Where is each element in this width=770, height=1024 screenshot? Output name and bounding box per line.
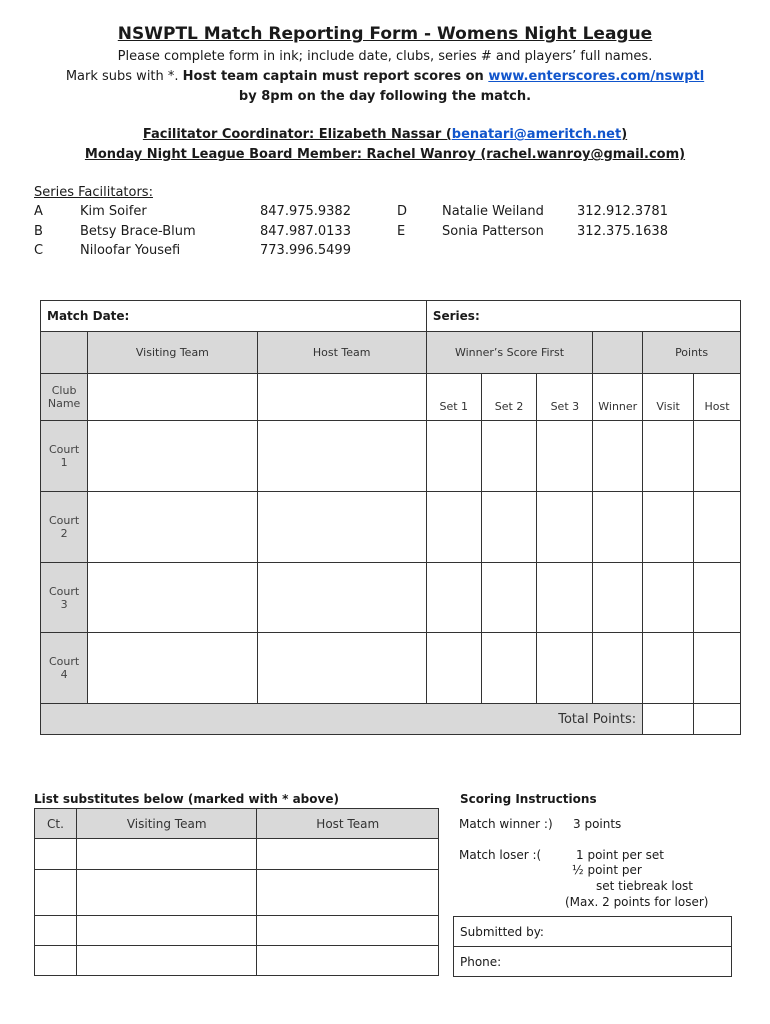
winner-input[interactable] <box>593 563 643 633</box>
host-points-header: Host <box>694 374 741 421</box>
subs-heading: List substitutes below (marked with * above) <box>34 792 339 806</box>
coordinator-email-link[interactable]: benatari@ameritch.net <box>451 127 622 142</box>
sub-row <box>35 916 439 946</box>
sub-visiting-input[interactable] <box>76 946 257 976</box>
series-letter: D <box>397 204 408 219</box>
phone-label: Phone: <box>460 954 502 969</box>
ct-header: Ct. <box>35 809 77 839</box>
coordinator-line <box>0 127 770 142</box>
instructions-line-3: by 8pm on the day following the match. <box>238 89 532 104</box>
report-note: Host team captain must report scores on <box>182 69 489 84</box>
subs-table <box>34 808 439 976</box>
visit-points-input[interactable] <box>643 492 694 563</box>
set3-header: Set 3 <box>537 374 593 421</box>
visiting-players-input[interactable] <box>88 563 257 633</box>
host-players-input[interactable] <box>257 633 426 704</box>
facilitator-name: Kim Soifer <box>80 204 147 219</box>
winner-input[interactable] <box>593 633 643 704</box>
submitted-by-label: Submitted by: <box>460 924 544 939</box>
total-host-points-input[interactable] <box>694 704 741 735</box>
visit-points-input[interactable] <box>643 633 694 704</box>
loser-rule-1: 1 point per set <box>576 848 664 862</box>
winners-score-header: Winner’s Score First <box>426 332 592 374</box>
series-letter: E <box>397 224 406 239</box>
facilitator-phone: 847.975.9382 <box>260 204 351 219</box>
ct-input[interactable] <box>35 839 77 870</box>
facilitator-name: Betsy Brace-Blum <box>80 224 196 239</box>
host-points-input[interactable] <box>694 563 741 633</box>
total-points-label: Total Points: <box>41 704 643 735</box>
set2-header: Set 2 <box>481 374 537 421</box>
board-member-line: Monday Night League Board Member: Rachel Wanroy (rachel.wanroy@gmail.com) <box>84 147 686 162</box>
subs-visiting-header: Visiting Team <box>76 809 257 839</box>
visiting-players-input[interactable] <box>88 633 257 704</box>
visiting-club-input[interactable] <box>88 374 257 421</box>
sub-visiting-input[interactable] <box>76 870 257 916</box>
host-players-input[interactable] <box>257 492 426 563</box>
facilitator-name: Natalie Weiland <box>442 204 544 219</box>
host-club-input[interactable] <box>257 374 426 421</box>
sub-host-input[interactable] <box>257 916 439 946</box>
series-letter: B <box>34 224 43 239</box>
host-players-input[interactable] <box>257 421 426 492</box>
visit-points-input[interactable] <box>643 421 694 492</box>
instructions-line-1: Please complete form in ink; include date, clubs, series # and players’ full names. <box>117 49 653 64</box>
series-letter: A <box>34 204 43 219</box>
coordinator-close: ) <box>621 127 628 142</box>
sub-host-input[interactable] <box>257 870 439 916</box>
host-team-header: Host Team <box>257 332 426 374</box>
loser-rule-3: set tiebreak lost <box>596 879 693 893</box>
set3-input[interactable] <box>537 421 593 492</box>
sub-host-input[interactable] <box>257 839 439 870</box>
visiting-players-input[interactable] <box>88 492 257 563</box>
court-label: Court 1 <box>41 421 88 492</box>
facilitator-phone: 773.996.5499 <box>260 243 351 258</box>
visit-points-input[interactable] <box>643 563 694 633</box>
set3-input[interactable] <box>537 563 593 633</box>
set1-input[interactable] <box>426 421 481 492</box>
set1-input[interactable] <box>426 633 481 704</box>
match-date-cell[interactable] <box>41 301 427 332</box>
set1-input[interactable] <box>426 492 481 563</box>
enterscores-link[interactable]: www.enterscores.com/nswptl <box>488 69 705 84</box>
form-title: NSWPTL Match Reporting Form - Womens Night League <box>117 24 653 44</box>
host-points-input[interactable] <box>694 492 741 563</box>
loser-rule-4: (Max. 2 points for loser) <box>565 895 709 909</box>
header-empty <box>41 332 88 374</box>
sub-row <box>35 870 439 916</box>
sub-host-input[interactable] <box>257 946 439 976</box>
subs-note: Mark subs with *. <box>65 69 183 84</box>
series-cell[interactable] <box>426 301 740 332</box>
set2-input[interactable] <box>481 563 537 633</box>
club-name-label: Club Name <box>41 374 88 421</box>
host-points-input[interactable] <box>694 633 741 704</box>
set1-header: Set 1 <box>426 374 481 421</box>
visiting-team-header: Visiting Team <box>88 332 257 374</box>
set2-input[interactable] <box>481 492 537 563</box>
phone-field[interactable] <box>454 947 732 977</box>
court-label: Court 4 <box>41 633 88 704</box>
series-label: Series: <box>432 309 480 323</box>
match-table <box>40 300 741 735</box>
match-date-label: Match Date: <box>47 309 130 323</box>
winner-header: Winner <box>593 374 643 421</box>
scoring-heading: Scoring Instructions <box>460 792 597 806</box>
court-row <box>41 633 741 704</box>
set3-input[interactable] <box>537 633 593 704</box>
winner-label: Match winner :) <box>459 817 553 831</box>
visiting-players-input[interactable] <box>88 421 257 492</box>
submitted-by-field[interactable] <box>454 917 732 947</box>
coordinator-label: Facilitator Coordinator: Elizabeth Nassar ( <box>142 127 452 142</box>
header-empty <box>593 332 643 374</box>
instructions-line-2 <box>0 69 770 84</box>
sub-row <box>35 946 439 976</box>
host-points-input[interactable] <box>694 421 741 492</box>
court-label: Court 3 <box>41 563 88 633</box>
sub-row <box>35 839 439 870</box>
ct-input[interactable] <box>35 870 77 916</box>
submission-table <box>453 916 732 977</box>
set1-input[interactable] <box>426 563 481 633</box>
court-row <box>41 421 741 492</box>
sub-visiting-input[interactable] <box>76 916 257 946</box>
facilitator-phone: 847.987.0133 <box>260 224 351 239</box>
facilitator-name: Niloofar Yousefi <box>80 243 181 258</box>
set2-input[interactable] <box>481 633 537 704</box>
set3-input[interactable] <box>537 492 593 563</box>
court-label: Court 2 <box>41 492 88 563</box>
visit-points-header: Visit <box>643 374 694 421</box>
winner-input[interactable] <box>593 492 643 563</box>
court-row <box>41 492 741 563</box>
subs-host-header: Host Team <box>257 809 439 839</box>
set2-input[interactable] <box>481 421 537 492</box>
facilitators-heading: Series Facilitators: <box>34 185 153 200</box>
court-row <box>41 563 741 633</box>
facilitator-name: Sonia Patterson <box>442 224 544 239</box>
winner-input[interactable] <box>593 421 643 492</box>
total-visit-points-input[interactable] <box>643 704 694 735</box>
loser-label: Match loser :( <box>459 848 542 862</box>
ct-input[interactable] <box>35 916 77 946</box>
facilitator-phone: 312.912.3781 <box>577 204 668 219</box>
sub-visiting-input[interactable] <box>76 839 257 870</box>
host-players-input[interactable] <box>257 563 426 633</box>
ct-input[interactable] <box>35 946 77 976</box>
points-header: Points <box>643 332 741 374</box>
loser-rule-2: ½ point per <box>572 863 642 877</box>
series-letter: C <box>34 243 44 258</box>
winner-points: 3 points <box>573 817 622 831</box>
facilitator-phone: 312.375.1638 <box>577 224 668 239</box>
